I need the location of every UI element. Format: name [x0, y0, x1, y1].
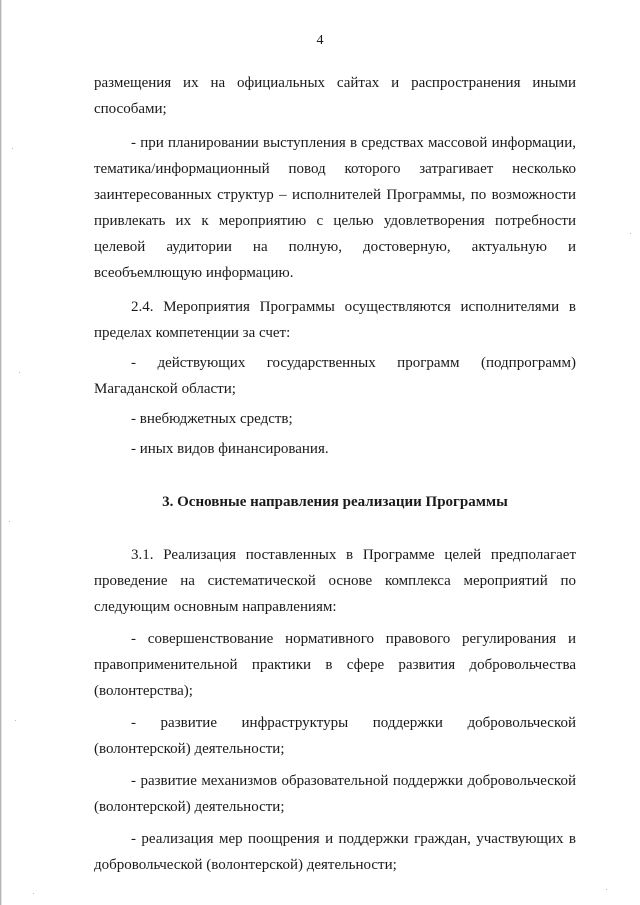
paragraph: - действующих государственных программ (подпрограмм) Магаданской области;: [94, 355, 576, 397]
list-item: - совершенствование нормативного правового регулирования и правоприменительной практики в сфере развития добровольчества (волонтерства);: [94, 631, 576, 699]
paragraph: - при планировании выступления в средствах массовой информации, тематика/информационный повод которого затрагивает несколько заинтересованных структур – исполнителей Программы, по возможности привлекать их к мероприятию с целью удовлетворения потребности целевой аудитории на полную, достоверную, актуальную и всеобъемлющую информацию.: [94, 135, 576, 281]
paragraph: - внебюджетных средств;: [131, 411, 293, 427]
paragraph: размещения их на официальных сайтах и распространения иными способами;: [94, 75, 576, 117]
section-heading: 3. Основные направления реализации Программы: [162, 494, 508, 510]
paragraph: - иных видов финансирования.: [131, 441, 329, 457]
list-item: - развитие инфраструктуры поддержки добровольческой (волонтерской) деятельности;: [94, 715, 576, 757]
list-item: - реализация мер поощрения и поддержки граждан, участвующих в добровольческой (волонтерской) деятельности;: [94, 831, 576, 873]
page-number: 4: [316, 33, 324, 48]
list-item: - развитие механизмов образовательной поддержки добровольческой (волонтерской) деятельности;: [94, 773, 576, 815]
paragraph: 3.1. Реализация поставленных в Программе целей предполагает проведение на систематической основе комплекса мероприятий по следующим основным направлениям:: [94, 547, 576, 615]
scan-edge: [0, 0, 2, 905]
paragraph: 2.4. Мероприятия Программы осуществляются исполнителями в пределах компетенции за счет:: [94, 299, 576, 341]
document-body: [94, 70, 576, 878]
